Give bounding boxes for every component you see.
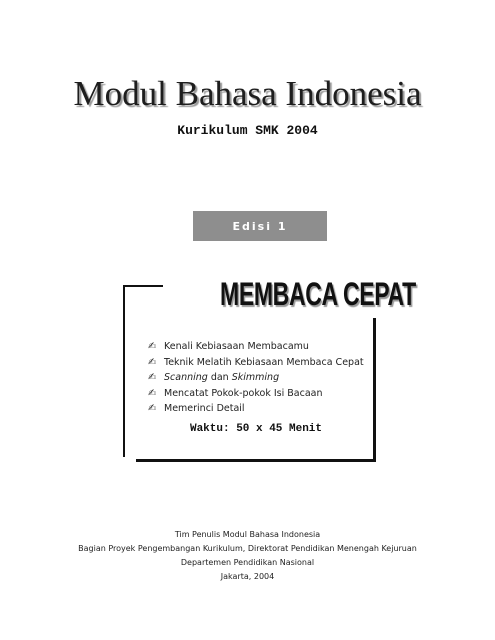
pen-icon: ✍ [148,403,157,414]
publisher-footer [0,528,495,584]
topic-item [148,370,364,386]
footer-line: Departemen Pendidikan Nasional [180,558,315,567]
topic-text: Mencatat Pokok-pokok Isi Bacaan [164,387,323,399]
frame-corner-left [123,285,125,457]
topic-text: Memerinci Detail [164,403,245,414]
frame-corner-top [123,285,163,287]
footer-line: Bagian Proyek Pengembangan Kurikulum, Direktorat Pendidikan Menengah Kejuruan [78,544,417,553]
edition-badge [193,211,327,241]
topic-text: dan [207,372,232,383]
topic-text-italic: Skimming [231,372,280,383]
edition-label: Edisi 1 [232,219,288,233]
topic-text-italic: Scanning [164,372,208,383]
topic-item [148,401,364,417]
footer-line: Jakarta, 2004 [220,572,275,581]
footer-line: Tim Penulis Modul Bahasa Indonesia [174,530,321,539]
topic-text: Kenali Kebiasaan Membacamu [164,341,309,352]
pen-icon: ✍ [148,372,157,383]
topic-item [148,355,364,371]
curriculum-subtitle: Kurikulum SMK 2004 [177,123,318,138]
document-title: Modul Bahasa Indonesia [73,74,422,113]
pen-icon: ✍ [148,356,157,368]
topic-item [148,339,364,355]
time-allocation: Waktu: 50 x 45 Menit [189,423,323,435]
topic-text: Teknik Melatih Kebiasaan Membaca Cepat [164,356,364,368]
topic-item [148,386,364,402]
section-title: MEMBACA CEPAT [220,276,416,312]
topic-list [148,339,364,417]
pen-icon: ✍ [148,341,157,352]
pen-icon: ✍ [148,387,157,399]
